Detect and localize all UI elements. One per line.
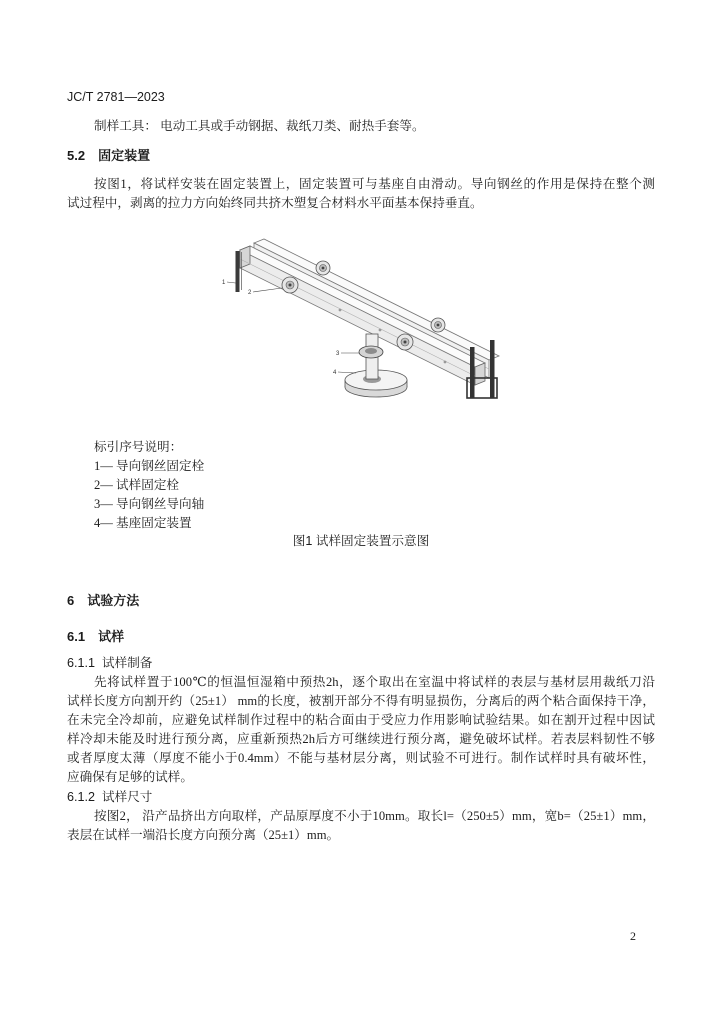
paragraph-6-1-2 xyxy=(67,807,655,845)
paragraph-line: 或者厚度太薄（厚度不能小于0.4mm）不能与基材层分离，则试验不可进行。制作试样时具有破坏性， xyxy=(67,751,655,765)
fixture-diagram xyxy=(215,228,510,408)
heading-title: 试样制备 xyxy=(102,656,153,670)
running-header: JC/T 2781—2023 xyxy=(67,90,165,104)
specimen-fixing-knob xyxy=(282,277,298,293)
caption-text: 图1 试样固定装置示意图 xyxy=(292,534,430,548)
callout-label-1: 1 xyxy=(222,280,226,286)
paragraph-line: 先将试样置于100℃的恒温恒湿箱中预热2h，逐个取出在室温中将试样的表层与基材层用裁纸刀沿 xyxy=(94,675,655,689)
tools-paragraph xyxy=(67,117,655,136)
paragraph-line: 在未完全冷却前，应避免试样制作过程中的粘合面由于受应力作用影响试验结果。如在割开过程中因试 xyxy=(67,713,655,727)
legend-item: 1— 导向钢丝固定栓 xyxy=(94,459,205,473)
callout-label-2: 2 xyxy=(248,290,252,296)
legend-item: 3— 导向钢丝导向轴 xyxy=(94,497,205,511)
paragraph-6-1-1 xyxy=(67,673,655,787)
heading-6 xyxy=(67,591,655,610)
callout-leader xyxy=(253,288,282,292)
callout-label-3: 3 xyxy=(336,351,340,357)
legend-title: 标引序号说明： xyxy=(94,440,183,454)
figure-legend xyxy=(67,438,655,533)
heading-number: 5.2 xyxy=(67,148,86,163)
callout-leader xyxy=(338,372,356,373)
figure-caption xyxy=(67,532,655,551)
paragraph-line: 试样长度方向割开约（25±1） mm的长度，被割开部分不得有明显损伤，分离后的两个粘合面保持干净， xyxy=(67,694,655,708)
heading-6-1-2 xyxy=(67,788,655,807)
front-rail xyxy=(240,246,485,385)
page-number: 2 xyxy=(630,929,636,943)
callout-label-4: 4 xyxy=(333,370,337,376)
heading-title: 试样 xyxy=(98,629,125,644)
paragraph-line: 表层在试样一端沿长度方向预分离（25±1）mm。 xyxy=(67,828,340,842)
paragraph-line: 按图1，将试样安装在固定装置上，固定装置可与基座自由滑动。导向钢丝的作用是保持在整个测 xyxy=(94,177,655,191)
guide-wire-guide-shaft xyxy=(359,346,383,358)
heading-title: 试验方法 xyxy=(87,593,140,608)
callout-leader xyxy=(227,282,236,283)
specimen-fixing-knob xyxy=(431,318,445,332)
paragraph-5-2 xyxy=(67,175,655,213)
heading-title: 固定装置 xyxy=(98,148,151,163)
legend-item: 4— 基座固定装置 xyxy=(94,516,192,530)
specimen-fixing-knob xyxy=(397,334,413,350)
heading-number: 6.1.2 xyxy=(67,790,96,804)
legend-item: 2— 试样固定栓 xyxy=(94,478,180,492)
heading-5-2 xyxy=(67,146,655,165)
paragraph-line: 试过程中，剥离的拉力方向始终同共挤木塑复合材料水平面基本保持垂直。 xyxy=(67,196,483,210)
heading-number: 6 xyxy=(67,593,75,608)
paragraph-line: 应确保有足够的试样。 xyxy=(67,770,193,784)
heading-number: 6.1 xyxy=(67,629,86,644)
specimen-fixing-knob xyxy=(316,261,330,275)
paragraph-line: 按图2， 沿产品挤出方向取样，产品原厚度不小于10mm。取长l=（250±5）mm，宽b=（25±1）mm， xyxy=(94,809,655,823)
heading-title: 试样尺寸 xyxy=(102,790,153,804)
heading-number: 6.1.1 xyxy=(67,656,96,670)
heading-6-1-1 xyxy=(67,654,655,673)
paragraph-line: 样冷却未能及时进行预分离，应重新预热2h后方可继续进行预分离，避免破坏试样。若表层料韧性不够 xyxy=(67,732,655,746)
heading-6-1 xyxy=(67,627,655,646)
paragraph-line: 制样工具： 电动工具或手动钢据、裁纸刀类、耐热手套等。 xyxy=(94,119,425,133)
